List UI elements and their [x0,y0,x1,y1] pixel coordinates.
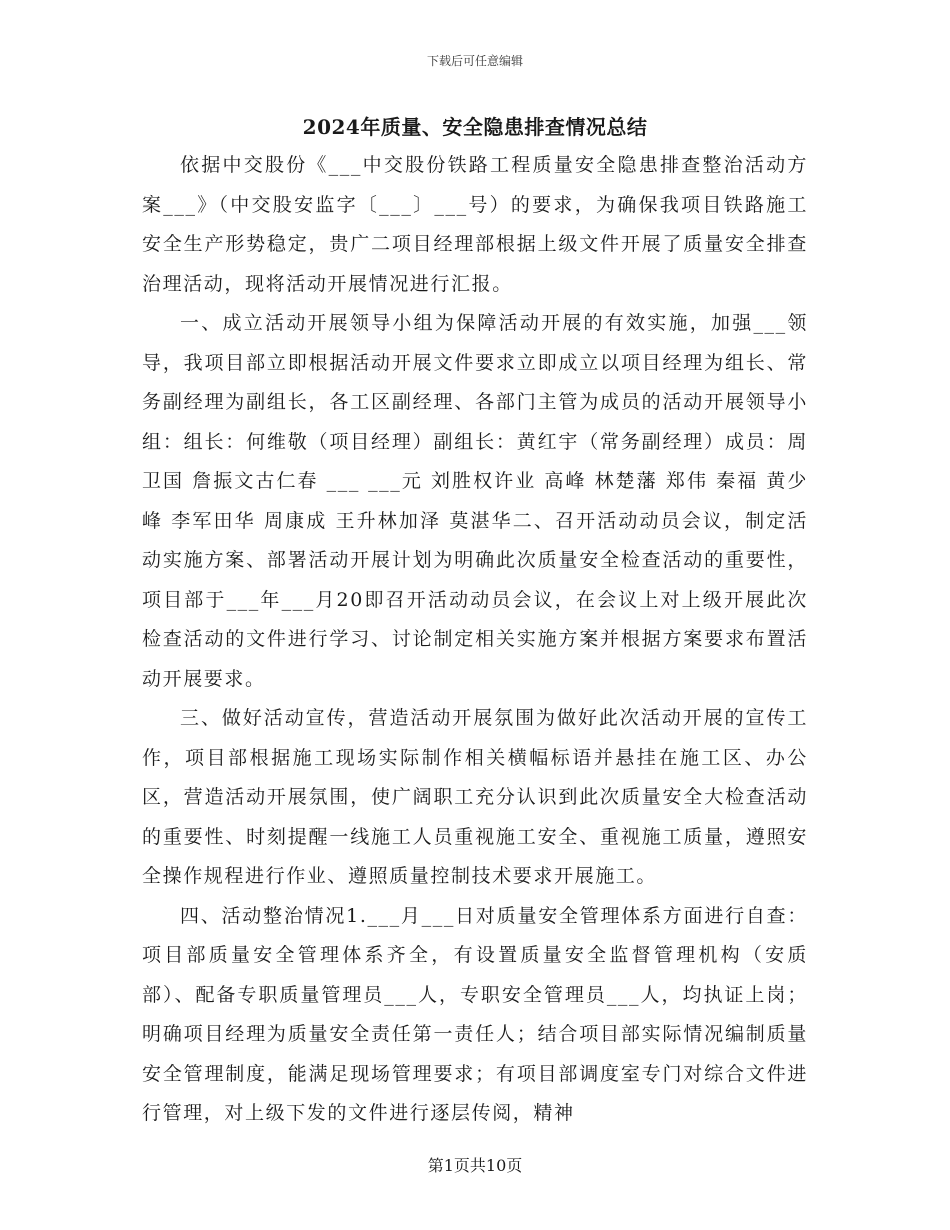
page-number: 第1页共10页 [427,1156,523,1175]
paragraph-section-4: 四、活动整治情况1.___月___日对质量安全管理体系方面进行自查：项目部质量安全管理体系齐全，有设置质量安全监督管理机构（安质部）、配备专职质量管理员___人，专职安全管理员___人，均执证上岗；明确项目经理为质量安全责任第一责任人；结合项目部实际情况编制质量安全管理制度，能满足现场管理要求；有项目部调度室专门对综合文件进行管理，对上级下发的文件进行逐层传阅，精神 [142,904,808,1124]
paragraph-section-1-2: 一、成立活动开展领导小组为保障活动开展的有效实施，加强___领导，我项目部立即根据活动开展文件要求立即成立以项目经理为组长、常务副经理为副组长，各工区副经理、各部门主管为成员的活动开展领导小组：组长：何维敬（项目经理）副组长：黄红宇（常务副经理）成员：周卫国 詹振文古仁春 ___ ___元 刘胜权许业 高峰 林楚藩 郑伟 秦福 黄少峰 李军田华 周康成 王升林加泽 莫湛华二、召开活动动员会议，制定活动实施方案、部署活动开展计划为明确此次质量安全检查活动的重要性，项目部于___年___月20即召开活动动员会议，在会议上对上级开展此次检查活动的文件进行学习、讨论制定相关实施方案并根据方案要求布置活动开展要求。 [142,312,808,690]
document-body [142,146,808,1134]
header-note: 下载后可任意编辑 [426,54,523,68]
paragraph-intro: 依据中交股份《___中交股份铁路工程质量安全隐患排查整治活动方案___》（中交股安监字〔___〕___号）的要求，为确保我项目铁路施工安全生产形势稳定，贵广二项目经理部根据上级文件开展了质量安全排查治理活动，现将活动开展情况进行汇报。 [142,154,808,295]
document-title: 2024年质量、安全隐患排查情况总结 [302,115,648,139]
paragraph-section-3: 三、做好活动宣传，营造活动开展氛围为做好此次活动开展的宣传工作，项目部根据施工现场实际制作相关横幅标语并悬挂在施工区、办公区，营造活动开展氛围，使广阔职工充分认识到此次质量安全大检查活动的重要性、时刻提醒一线施工人员重视施工安全、重视施工质量，遵照安全操作规程进行作业、遵照质量控制技术要求开展施工。 [142,707,808,887]
